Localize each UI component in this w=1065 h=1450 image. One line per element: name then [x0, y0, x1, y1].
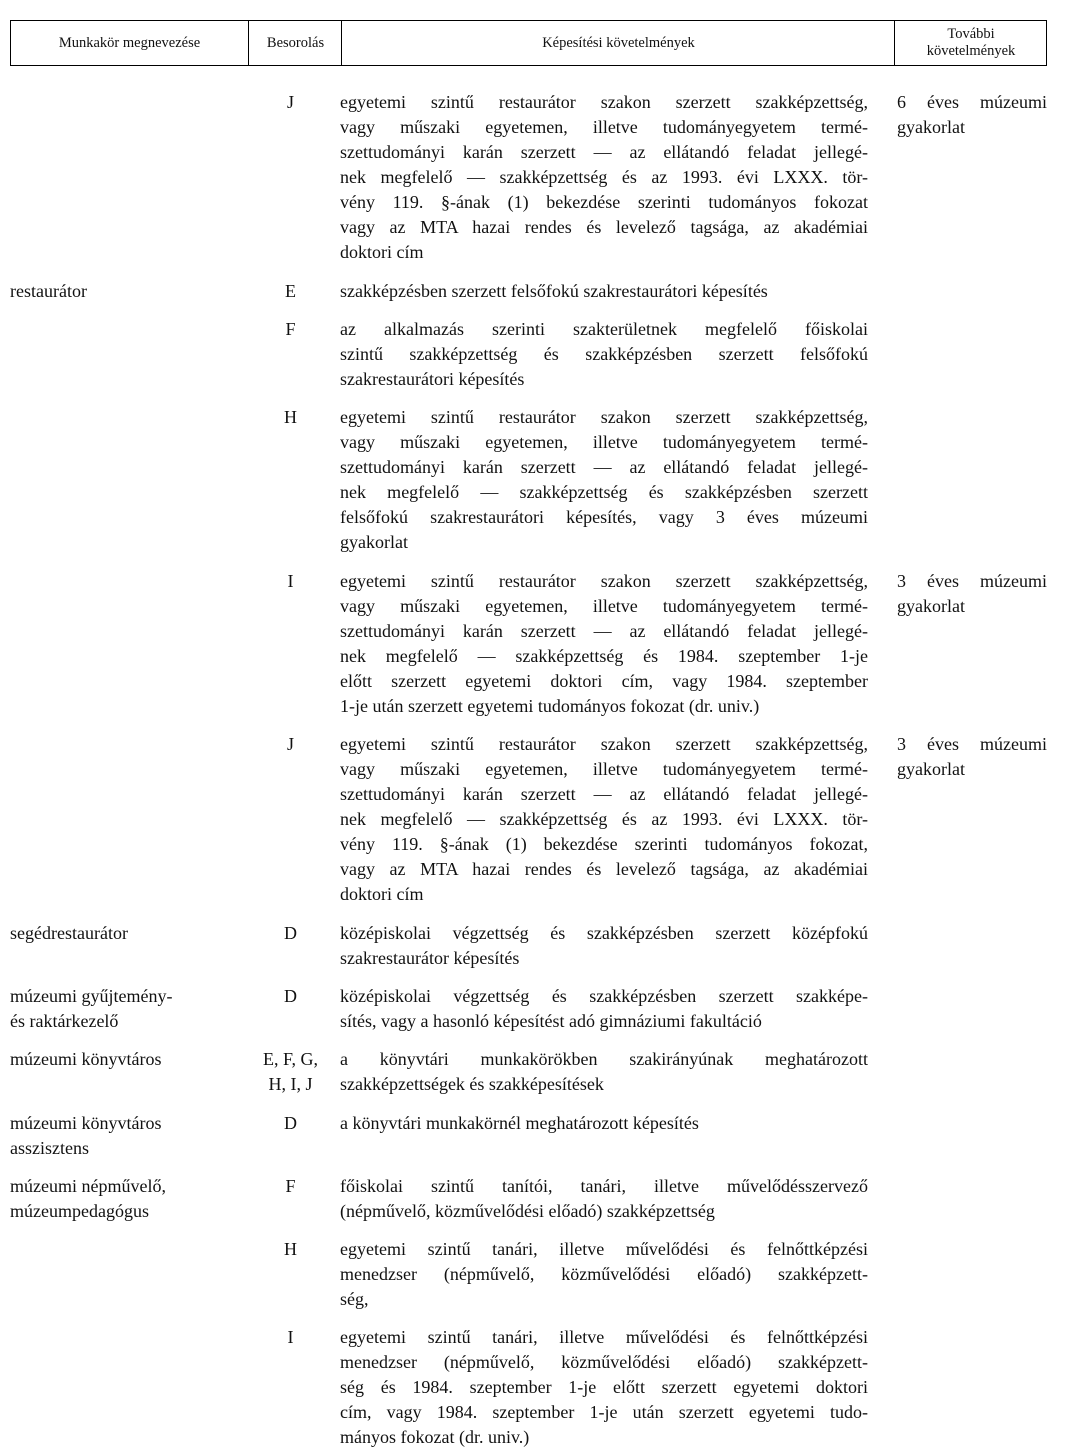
requirements-cell	[340, 90, 868, 265]
job-title-line: múzeumpedagógus	[10, 1200, 149, 1221]
job-title-cell	[10, 279, 245, 304]
requirements-line: szakképzésben szerzett felsőfokú szakrestaurátori képesítés	[340, 280, 768, 301]
requirements-line: szettudományi karán szerzett — az ellátandó feladat jellegé-	[340, 784, 868, 805]
requirements-line: egyetemi szintű tanári, illetve művelődési és felnőttképzési	[340, 1327, 868, 1348]
requirements-line: vagy az MTA hazai rendes és levelező tagsága, az akadémiai	[340, 217, 868, 237]
requirements-line: egyetemi szintű restaurátor szakon szerzett szakképzettség,	[340, 734, 868, 755]
requirements-line: előtt szerzett egyetemi doktori cím, vagy 1984. szeptember	[340, 670, 868, 691]
requirements-line: szakrestaurátori képesítés	[340, 368, 525, 389]
grade-line: D	[284, 923, 297, 943]
job-title-line: és raktárkezelő	[10, 1011, 119, 1032]
grade-line: F	[285, 1175, 296, 1196]
requirements-line: doktori cím	[340, 884, 424, 905]
requirements-cell	[340, 1174, 868, 1224]
requirements-line: szettudományi karán szerzett — az ellátandó feladat jellegé-	[340, 620, 868, 641]
requirements-line: nek megfelelő — szakképzettség és 1984. szeptember 1-je	[340, 645, 868, 666]
requirements-line: sítés, vagy a hasonló képesítést adó gimnáziumi fakultáció	[340, 1011, 762, 1032]
grade-cell	[248, 732, 333, 757]
further-requirements-line: gyakorlat	[897, 595, 965, 616]
requirements-line: középiskolai végzettség és szakképzésben szerzett szakképe-	[340, 986, 868, 1007]
grade-cell	[248, 405, 333, 430]
requirements-cell	[340, 279, 868, 304]
grade-line: H	[284, 407, 297, 428]
header-further-line1: További	[947, 26, 995, 42]
further-requirements-line: 3 éves múzeumi	[897, 570, 1047, 591]
requirements-line: egyetemi szintű restaurátor szakon szerzett szakképzettség,	[340, 570, 868, 591]
grade-cell	[248, 90, 333, 115]
requirements-line: vény 119. §-ának (1) bekezdése szerinti tudományos fokozat,	[340, 834, 868, 855]
requirements-cell	[340, 317, 868, 392]
further-requirements-line: 6 éves múzeumi	[897, 92, 1047, 112]
grade-cell	[248, 317, 333, 342]
requirements-cell	[340, 1047, 868, 1097]
job-title-line: múzeumi könyvtáros	[10, 1049, 162, 1070]
job-title-line: múzeumi könyvtáros	[10, 1112, 162, 1133]
requirements-line: vagy műszaki egyetemen, illetve tudományegyetem termé-	[340, 759, 868, 780]
grade-cell	[248, 1237, 333, 1262]
requirements-line: az alkalmazás szerinti szakterületnek megfelelő főiskolai	[340, 318, 868, 339]
requirements-line: főiskolai szintű tanítói, tanári, illetve művelődésszervező	[340, 1175, 868, 1196]
requirements-cell	[340, 1111, 868, 1136]
requirements-line: doktori cím	[340, 242, 424, 262]
grade-cell	[248, 569, 333, 594]
requirements-cell	[340, 984, 868, 1034]
requirements-line: (népművelő, közművelődési előadó) szakképzettség	[340, 1200, 715, 1221]
requirements-cell	[340, 405, 868, 555]
further-requirements-line: gyakorlat	[897, 117, 965, 137]
requirements-line: szakrestaurátor képesítés	[340, 948, 520, 968]
requirements-line: a könyvtári munkakörökben szakirányúnak meghatározott	[340, 1049, 868, 1070]
requirements-line: menedzser (népművelő, közművelődési előadó) szakképzett-	[340, 1264, 868, 1284]
requirements-line: szakképzettségek és szakképesítések	[340, 1074, 604, 1095]
job-title-line: múzeumi népművelő,	[10, 1175, 166, 1196]
table-header	[10, 20, 1047, 66]
requirements-line: nek megfelelő — szakképzettség és az 1993. évi LXXX. tör-	[340, 167, 868, 187]
requirements-line: nek megfelelő — szakképzettség és az 1993. évi LXXX. tör-	[340, 809, 868, 830]
grade-cell	[248, 921, 333, 946]
grade-cell	[248, 1047, 333, 1097]
requirements-line: ség,	[340, 1289, 369, 1309]
grade-line: J	[286, 734, 294, 755]
grade-line: D	[284, 986, 297, 1007]
grade-line: H	[284, 1239, 297, 1259]
further-requirements-cell	[897, 732, 1047, 782]
requirements-cell	[340, 732, 868, 907]
header-divider	[341, 21, 342, 65]
header-job-title: Munkakör megnevezése	[58, 34, 201, 51]
grade-line: E	[285, 280, 296, 301]
grade-line: E, F, G,	[262, 1049, 319, 1070]
header-grade: Besorolás	[266, 34, 325, 51]
requirements-cell	[340, 1237, 868, 1312]
further-requirements-line: 3 éves múzeumi	[897, 734, 1047, 755]
header-further-line2: követelmények	[926, 43, 1016, 59]
requirements-line: szintű szakképzettség és szakképzésben szerzett felsőfokú	[340, 343, 868, 364]
header-requirements: Képesítési követelmények	[542, 34, 695, 51]
job-title-cell	[10, 1047, 245, 1072]
job-title-line: segédrestaurátor	[10, 923, 128, 943]
job-title-line: asszisztens	[10, 1137, 89, 1158]
job-title-cell	[10, 921, 245, 946]
requirements-line: vény 119. §-ának (1) bekezdése szerinti tudományos fokozat	[340, 192, 868, 212]
further-requirements-cell	[897, 90, 1047, 140]
job-title-line: múzeumi gyűjtemény-	[10, 986, 173, 1007]
header-further-requirements	[896, 21, 1046, 65]
requirements-line: felsőfokú szakrestaurátori képesítés, vagy 3 éves múzeumi	[340, 507, 868, 528]
grade-cell	[248, 1174, 333, 1199]
requirements-line: cím, vagy 1984. szeptember 1-je után szerzett egyetemi tudo-	[340, 1402, 868, 1423]
requirements-line: egyetemi szintű tanári, illetve művelődési és felnőttképzési	[340, 1239, 868, 1259]
further-requirements-cell	[897, 569, 1047, 619]
requirements-line: középiskolai végzettség és szakképzésben szerzett középfokú	[340, 923, 868, 943]
requirements-line: vagy az MTA hazai rendes és levelező tagsága, az akadémiai	[340, 859, 868, 880]
requirements-line: 1-je után szerzett egyetemi tudományos fokozat (dr. univ.)	[340, 695, 760, 716]
requirements-cell	[340, 569, 868, 719]
requirements-line: vagy műszaki egyetemen, illetve tudományegyetem termé-	[340, 117, 868, 137]
grade-cell	[248, 984, 333, 1009]
grade-line: I	[287, 1327, 294, 1348]
job-title-line: restaurátor	[10, 280, 87, 301]
requirements-line: szettudományi karán szerzett — az ellátandó feladat jellegé-	[340, 142, 868, 162]
requirements-line: gyakorlat	[340, 532, 408, 553]
requirements-cell	[340, 1325, 868, 1450]
grade-line: F	[285, 318, 296, 339]
job-title-cell	[10, 1174, 245, 1224]
grade-cell	[248, 1111, 333, 1136]
requirements-line: a könyvtári munkakörnél meghatározott képesítés	[340, 1112, 699, 1133]
grade-line: I	[287, 570, 294, 591]
requirements-line: ség és 1984. szeptember 1-je előtt szerzett egyetemi doktori	[340, 1377, 868, 1398]
header-divider	[894, 21, 895, 65]
grade-cell	[248, 279, 333, 304]
requirements-line: szettudományi karán szerzett — az ellátandó feladat jellegé-	[340, 457, 868, 478]
job-title-cell	[10, 1111, 245, 1161]
requirements-line: menedzser (népművelő, közművelődési előadó) szakképzett-	[340, 1352, 868, 1373]
requirements-line: nek megfelelő — szakképzettség és szakképzésben szerzett	[340, 482, 868, 503]
requirements-line: vagy műszaki egyetemen, illetve tudományegyetem termé-	[340, 595, 868, 616]
grade-cell	[248, 1325, 333, 1350]
grade-line: H, I, J	[268, 1074, 313, 1095]
grade-line: J	[286, 92, 294, 112]
requirements-line: egyetemi szintű restaurátor szakon szerzett szakképzettség,	[340, 407, 868, 428]
requirements-cell	[340, 921, 868, 971]
job-title-cell	[10, 984, 245, 1034]
requirements-line: mányos fokozat (dr. univ.)	[340, 1427, 530, 1448]
requirements-line: vagy műszaki egyetemen, illetve tudományegyetem termé-	[340, 432, 868, 453]
requirements-line: egyetemi szintű restaurátor szakon szerzett szakképzettség,	[340, 92, 868, 112]
further-requirements-line: gyakorlat	[897, 759, 965, 780]
grade-line: D	[284, 1112, 297, 1133]
header-divider	[248, 21, 249, 65]
